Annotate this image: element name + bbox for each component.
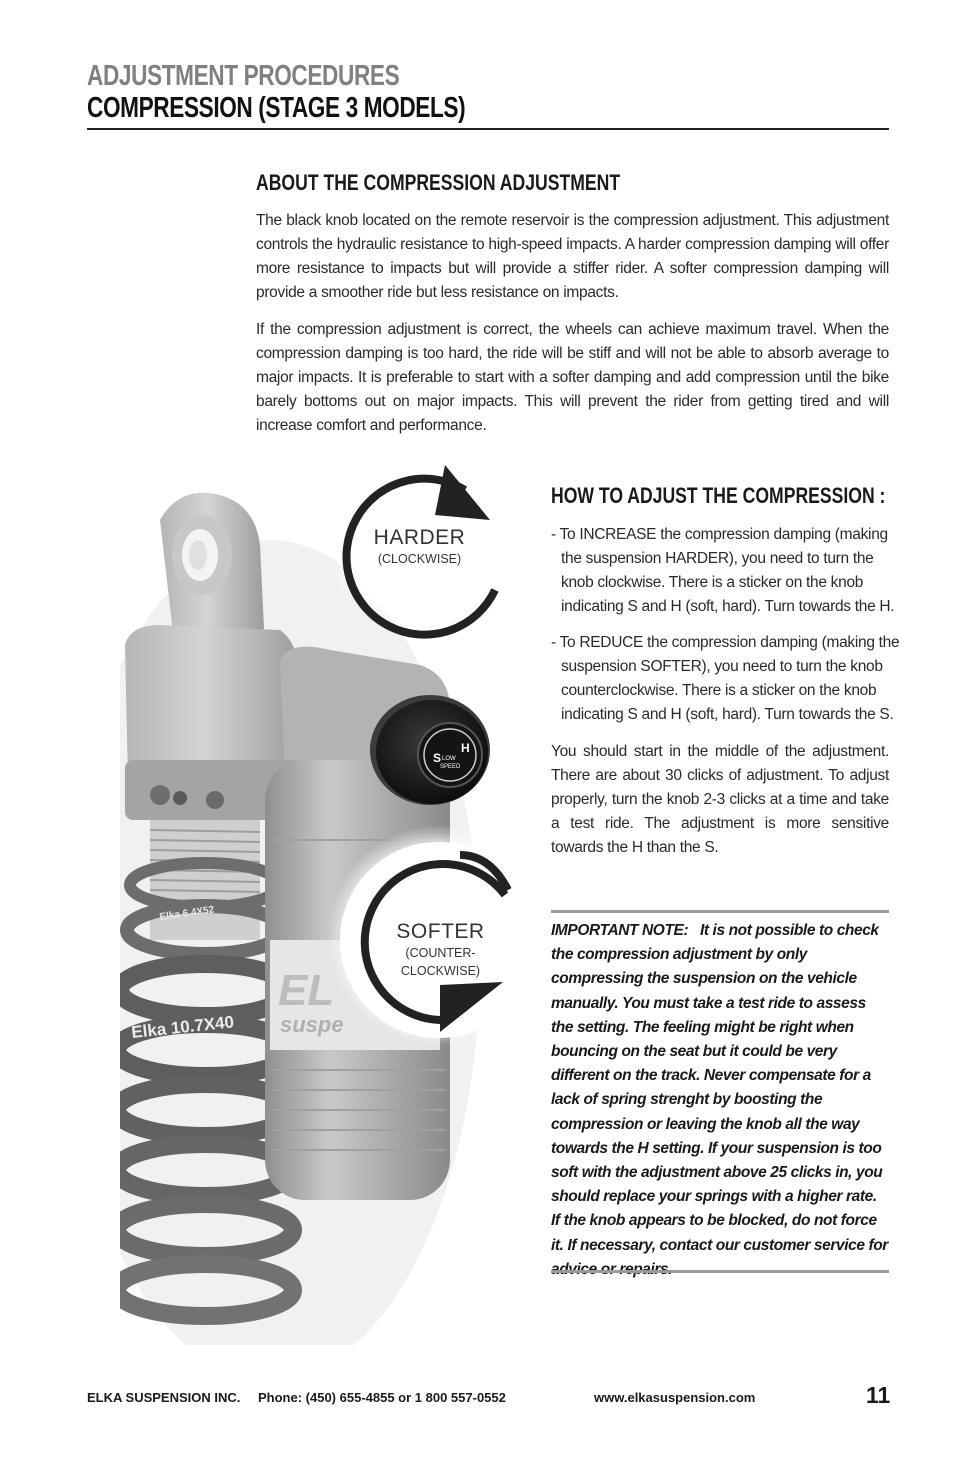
note-text: It is not possible to check the compression adjustment by only compressing the suspension on the vehicle manually. You must take a test ride to assess the setting. The feeling might be right when bouncing on the seat but it could be very different on the track. Never compensate for a lack of spring strenght by boosting the compression or leaving the knob all the way towards the H setting. If your suspension is too soft with the adjustment above 25 clicks in, you should replace your springs with a higher rate. If the knob appears to be blocked, do not force it. If necessary, contact our customer service for bbox=[551, 922, 888, 1254]
section-heading: ADJUSTMENT PROCEDURES bbox=[87, 60, 400, 92]
note-bottom-divider bbox=[551, 1270, 889, 1273]
softer-label-group bbox=[368, 920, 513, 980]
note-label: IMPORTANT NOTE: bbox=[551, 922, 689, 939]
about-paragraph-2: If the compression adjustment is correct, the wheels can achieve maximum travel. When the compression damping is too hard, the ride will be stiff and will not be able to absorb average to major impacts. It is preferable to start with a softer damping and add compression until the bike barely bottoms out on major impacts. This will prevent the rider from getting tired and will increase comfort and performance. bbox=[256, 321, 889, 434]
softer-label: SOFTER bbox=[396, 920, 485, 943]
howto-title: HOW TO ADJUST THE COMPRESSION : bbox=[551, 483, 886, 508]
spring-label-upper: Elka 6.4X52 bbox=[158, 904, 215, 923]
about-paragraph-1: The black knob located on the remote reservoir is the compression adjustment. This adjustment controls the hydraulic resistance to high-speed impacts. A harder compression damping will offer more resistance to impacts but will provide a stiffer rider. A softer compression damping will provide a smoother ride but less resistance on impacts. bbox=[256, 212, 889, 301]
note-top-divider bbox=[551, 910, 889, 913]
howto-paragraph: You should start in the middle of the adjustment. There are about 30 clicks of adjustment. To adjust properly, turn the knob 2-3 clicks at a time and take a test ride. The adjustment is more sensitive towards the H than the S. bbox=[551, 743, 889, 856]
harder-label-group bbox=[362, 526, 477, 568]
knob-h-label: H bbox=[461, 741, 470, 755]
reservoir-logo: EL bbox=[278, 966, 335, 1015]
important-note bbox=[551, 919, 889, 1282]
knob-s-label: S bbox=[433, 751, 442, 765]
page-number: 11 bbox=[866, 1382, 891, 1408]
reservoir-logo-sub: suspe bbox=[280, 1012, 344, 1037]
harder-label: HARDER bbox=[373, 526, 466, 549]
header-divider bbox=[87, 128, 889, 130]
howto-item-increase: - To INCREASE the compression damping (making the suspension HARDER), you need to turn the knob clockwise. There is a sticker on the knob indicating S and H (soft, hard). Turn towards the H. bbox=[551, 526, 895, 615]
compression-knob bbox=[370, 695, 490, 805]
knob-speed-label: SPEED bbox=[440, 764, 461, 770]
footer-company: ELKA SUSPENSION INC. bbox=[87, 1390, 241, 1405]
footer-website: www.elkasuspension.com bbox=[594, 1390, 756, 1405]
shock-absorber-figure bbox=[120, 460, 550, 1345]
footer-phone: Phone: (450) 655-4855 or 1 800 557-0552 bbox=[258, 1390, 506, 1405]
harder-direction: (CLOCKWISE) bbox=[377, 552, 462, 566]
shock-absorber-illustration bbox=[120, 460, 550, 1345]
page-title: COMPRESSION (STAGE 3 MODELS) bbox=[87, 92, 466, 124]
spring-label-lower: Elka 10.7X40 bbox=[130, 1012, 235, 1042]
softer-direction: (COUNTER-CLOCKWISE) bbox=[400, 946, 481, 978]
knob-low-label: LOW bbox=[442, 756, 456, 762]
about-title: ABOUT THE COMPRESSION ADJUSTMENT bbox=[256, 170, 621, 195]
howto-item-reduce: - To REDUCE the compression damping (making the suspension SOFTER), you need to turn the knob counterclockwise. There is a sticker on the knob indicating S and H (soft, hard). Turn towards the S. bbox=[551, 634, 900, 723]
